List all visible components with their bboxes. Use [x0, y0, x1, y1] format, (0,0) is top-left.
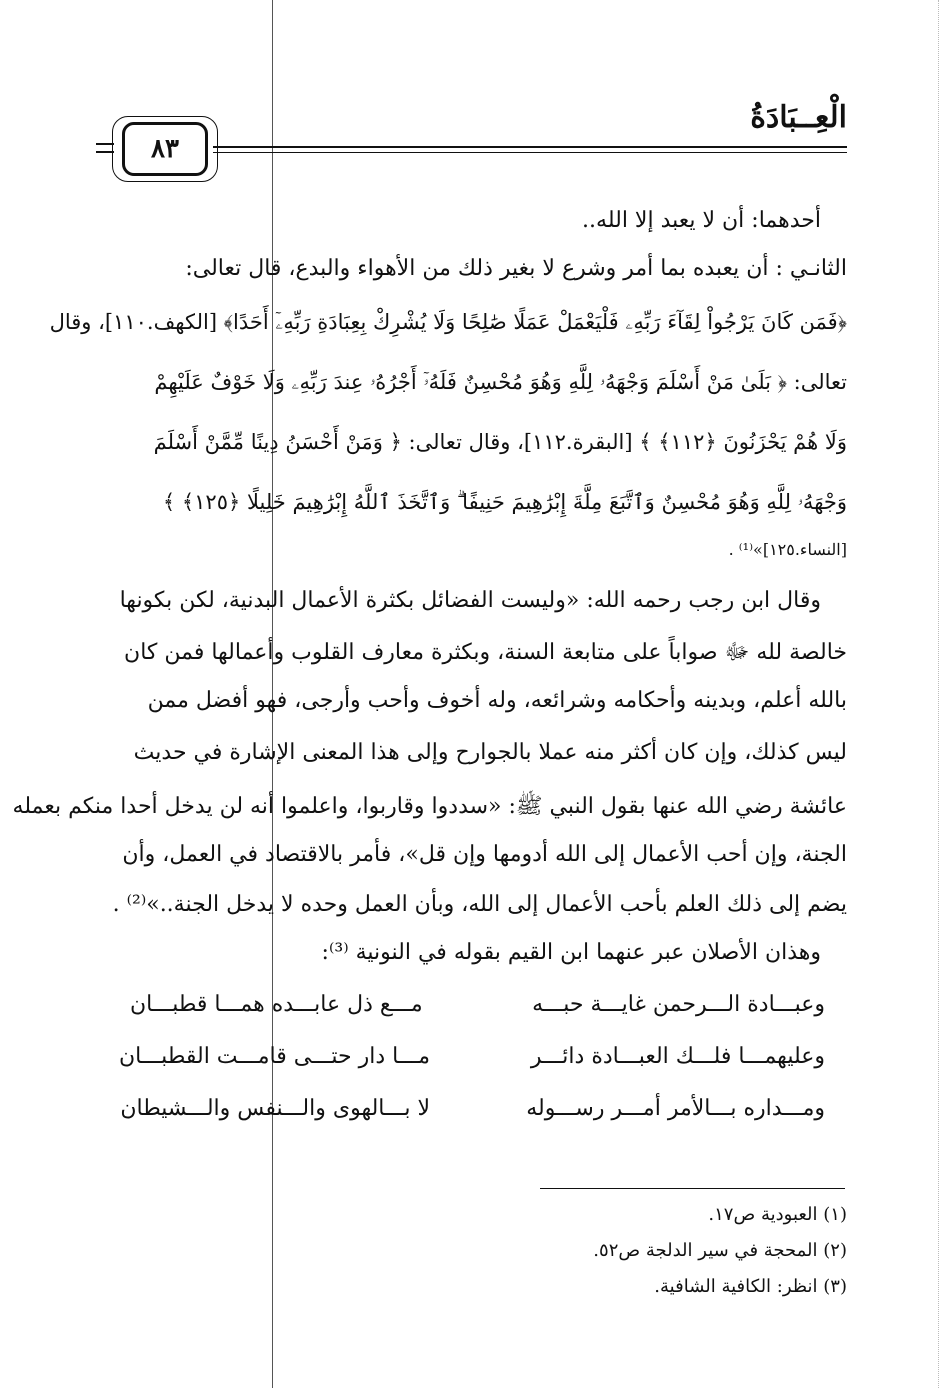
body-line: بالله أعلم، وبدينه وأحكامه وشرائعه، وله أخوف وأحب وأرجى، فهو أفضل ممن [147, 688, 847, 713]
body-line: عائشة رضي الله عنها بقول النبي ﷺ: «سددوا وقاربوا، واعلموا أنه لن يدخل أحدا منكم بعمله [12, 794, 847, 819]
footnote-separator [540, 1188, 845, 1189]
verse-second-half: لا بـــالهوى والـــنفس والـــشيطان [120, 1096, 430, 1121]
body-line: الجنة، وإن أحب الأعمال إلى الله أدومها وإن قل»، فأمر بالاقتصاد في العمل، وأن [122, 842, 847, 867]
body-line: أحدهما: أن لا يعبد إلا الله.. [582, 208, 821, 233]
verse-second-half: مـــع ذل عابـــده همـــا قطبـــان [130, 992, 423, 1017]
verse-second-half: مـــا دار حتـــى قامـــت القطبـــان [118, 1044, 430, 1069]
verse-first-half: ومـــداره بـــالأمر أمـــر رســـوله [526, 1096, 825, 1121]
footnote: (٣) انظر: الكافية الشافية. [654, 1276, 847, 1297]
quran-verse-line: تعالى: ﴿ بَلَىٰ مَنْ أَسْلَمَ وَجْهَهُۥ لِلَّهِ وَهُوَ مُحْسِنٌ فَلَهُۥٓ أَجْرُهُۥ عِندَ رَبِّهِۦ وَلَا خَوْفٌ عَلَيْهِمْ [154, 370, 847, 394]
body-line: وقال ابن رجب رحمه الله: «وليست الفضائل بكثرة الأعمال البدنية، لكن بكونها [119, 588, 821, 613]
footnote: (٢) المحجة في سير الدلجة ص٥٢. [593, 1240, 847, 1261]
page-number: ٨٣ [122, 122, 208, 176]
body-line: وهذان الأصلان عبر عنهما ابن القيم بقوله في النونية ⁽³⁾: [321, 940, 821, 965]
body-line: الثانـي : أن يعبده بما أمر وشرع لا بغير ذلك من الأهواء والبدع، قال تعالى: [185, 256, 847, 281]
page-edge [938, 0, 939, 1388]
quran-verse-line: وَلَا هُمْ يَحْزَنُونَ ﴿١١٢﴾ ﴾ [البقرة.١١٢]، وقال تعالى: ﴿ وَمَنْ أَحْسَنُ دِينًا مِّمَّنْ أَسْلَمَ [153, 430, 847, 454]
quran-verse-line: وَجْهَهُۥ لِلَّهِ وَهُوَ مُحْسِنٌ وَٱتَّبَعَ مِلَّةَ إِبْرَٰهِيمَ حَنِيفًا ۗ وَٱتَّخَذَ ٱللَّهُ إِبْرَٰهِيمَ خَلِيلًا ﴿١٢٥﴾ ﴾ [162, 490, 847, 514]
quran-verse-line: ﴿فَمَن كَانَ يَرْجُواْ لِقَآءَ رَبِّهِۦ فَلْيَعْمَلْ عَمَلًا صَٰلِحًا وَلَا يُشْرِكْ بِعِبَادَةِ رَبِّهِۦٓ أَحَدًا﴾ [الكهف.١١٠]، وقال [49, 310, 847, 334]
citation-line: [النساء.١٢٥]»⁽¹⁾ . [728, 540, 847, 559]
footnote: (١) العبودية ص١٧. [708, 1204, 847, 1225]
poem-verse [100, 992, 825, 1032]
header-rule [213, 146, 847, 148]
chapter-title: الْعِــبَادَةُ [750, 100, 847, 135]
poem-verse [100, 1044, 825, 1084]
verse-first-half: وعبـــادة الـــرحمن غايـــة حبـــه [532, 992, 825, 1017]
body-line: خالصة لله ﷻ صواباً على متابعة السنة، وبكثرة معارف القلوب وأعمالها فمن كان [124, 640, 847, 665]
body-line: يضم إلى ذلك العلم بأحب الأعمال إلى الله، وبأن العمل وحده لا يدخل الجنة..»⁽²⁾ . [112, 892, 847, 917]
header-rule-thin [213, 152, 847, 153]
verse-first-half: وعليهمـــا فلـــك العبـــادة دائـــر [530, 1044, 825, 1069]
body-line: ليس كذلك، وإن كان أكثر منه عملا بالجوارح وإلى هذا المعنى الإشارة في حديث [133, 740, 847, 765]
poem-verse [100, 1096, 825, 1136]
